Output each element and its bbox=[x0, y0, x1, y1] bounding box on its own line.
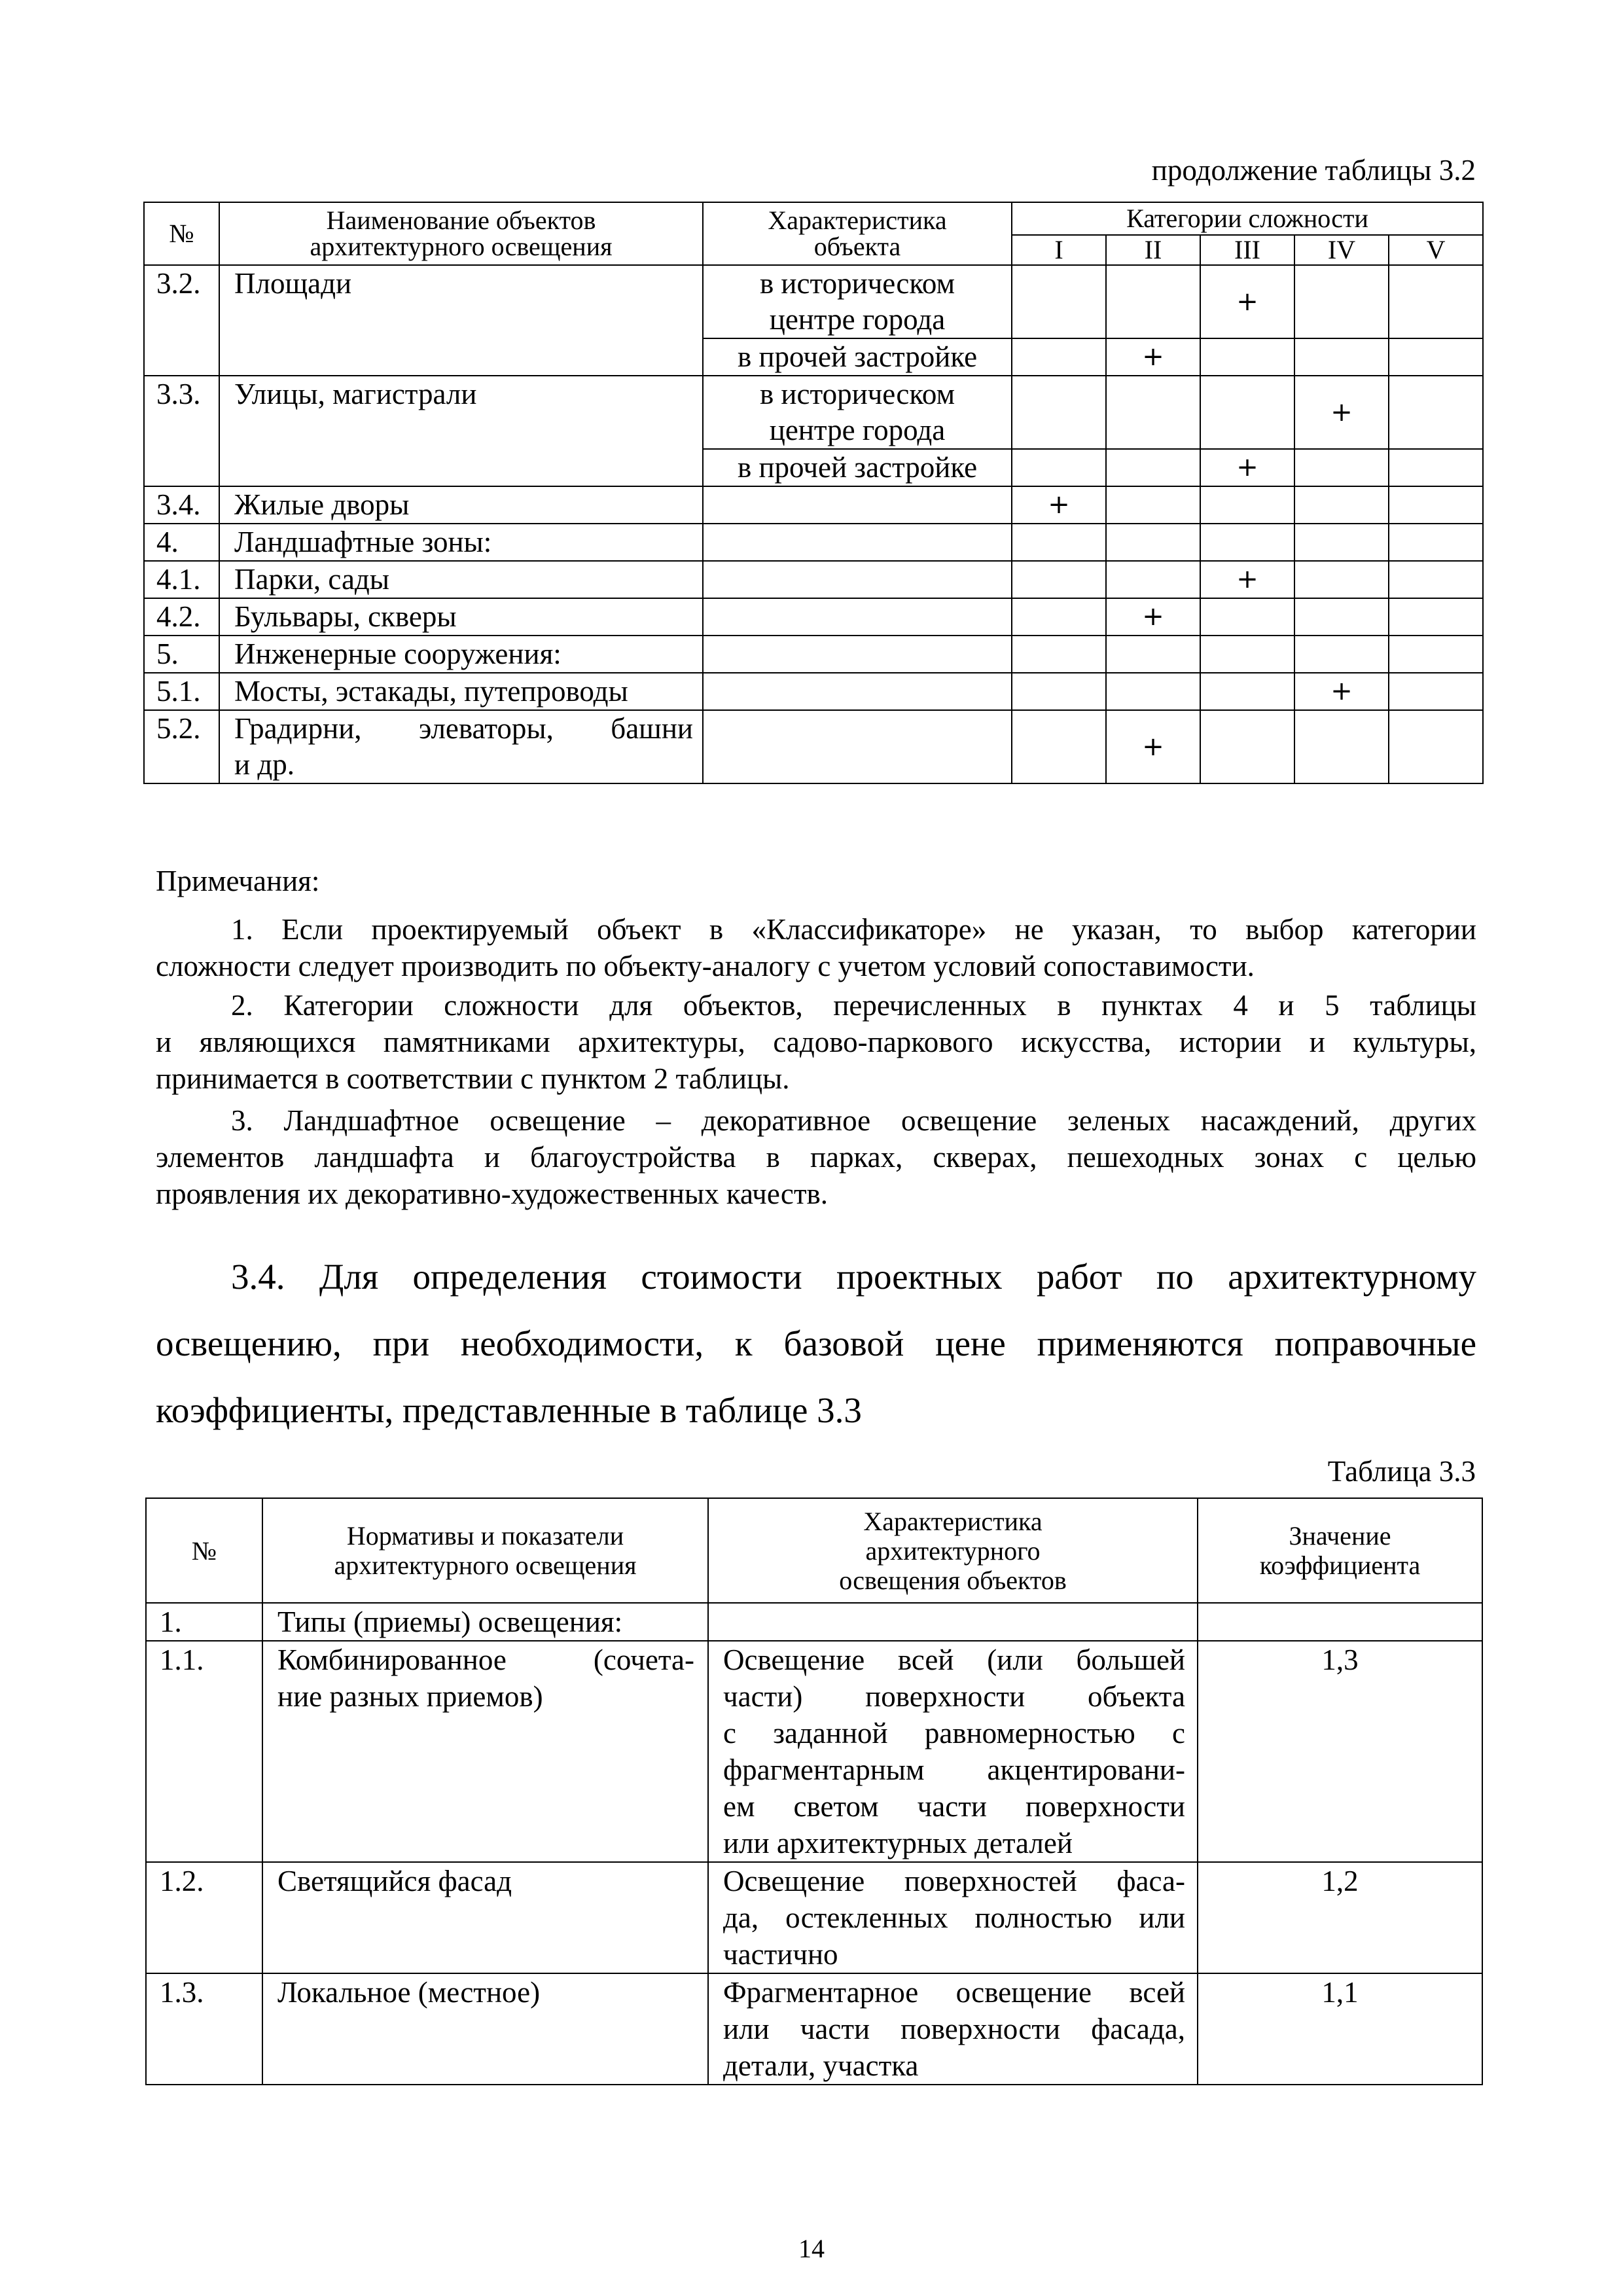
header-cat-4: IV bbox=[1294, 235, 1389, 265]
row-name: Типы (приемы) освещения: bbox=[262, 1603, 708, 1641]
category-mark: + bbox=[1200, 561, 1294, 598]
row-name: Площади bbox=[219, 265, 703, 376]
header-num: № bbox=[146, 1498, 262, 1603]
note-2: 2. Категории сложности для объектов, перечисленных в пунктах 4 и 5 таблицы и являющихся памятниками архитектуры, садово-паркового искусства, истории и культуры, принимается в соответствии с пунктом 2 таблицы. bbox=[156, 989, 1476, 1095]
row-characteristic: Фрагментарное освещение всей или части поверхности фасада, детали, участка bbox=[708, 1973, 1198, 2085]
category-mark: + bbox=[1106, 338, 1200, 376]
table-row bbox=[144, 673, 1483, 710]
note-3: 3. Ландшафтное освещение – декоративное освещение зеленых насаждений, других элементов ландшафта и благоустройства в парках, скверах, пешеходных зонах с целью проявления их декоративно-художественных качеств. bbox=[156, 1104, 1476, 1210]
table-row bbox=[146, 1603, 1482, 1641]
row-name: Светящийся фасад bbox=[262, 1862, 708, 1973]
row-num: 3.3. bbox=[144, 376, 219, 486]
header-categories: Категории сложности bbox=[1012, 202, 1483, 235]
row-num: 4. bbox=[144, 524, 219, 561]
row-num: 3.2. bbox=[144, 265, 219, 376]
coefficient-value: 1,1 bbox=[1198, 1973, 1482, 2085]
header-characteristic: Характеристика архитектурного освещения объектов bbox=[708, 1498, 1198, 1603]
coefficients-table-3-3 bbox=[145, 1498, 1483, 2085]
row-name: Локальное (местное) bbox=[262, 1973, 708, 2085]
header-characteristic: Характеристика объекта bbox=[703, 202, 1012, 265]
row-name: Бульвары, скверы bbox=[219, 598, 703, 636]
table-3-3-caption: Таблица 3.3 bbox=[1327, 1455, 1476, 1488]
row-num: 5.1. bbox=[144, 673, 219, 710]
table-row bbox=[144, 524, 1483, 561]
row-num: 4.2. bbox=[144, 598, 219, 636]
header-value: Значение коэффициента bbox=[1198, 1498, 1482, 1603]
row-characteristic: в прочей застройке bbox=[703, 449, 1012, 486]
coefficient-value: 1,2 bbox=[1198, 1862, 1482, 1973]
table-row bbox=[144, 561, 1483, 598]
category-mark: + bbox=[1200, 265, 1294, 338]
section-3-4-paragraph: 3.4. Для определения стоимости проектных работ по архитектурному освещению, при необходимости, к базовой цене применяются поправочные коэффициенты, представленные в таблице 3.3 bbox=[156, 1257, 1476, 1430]
row-name: Комбинированное (сочета- ние разных приемов) bbox=[262, 1641, 708, 1862]
row-name: Парки, сады bbox=[219, 561, 703, 598]
table-row bbox=[146, 1641, 1482, 1862]
header-num: № bbox=[144, 202, 219, 265]
table-row bbox=[144, 376, 1483, 449]
table-row bbox=[144, 598, 1483, 636]
notes-title: Примечания: bbox=[156, 865, 320, 897]
row-name: Улицы, магистрали bbox=[219, 376, 703, 486]
row-num: 1.2. bbox=[146, 1862, 262, 1973]
classification-table-3-2 bbox=[143, 202, 1484, 784]
row-name: Градирни, элеваторы, башни и др. bbox=[219, 710, 703, 783]
table-continuation-caption: продолжение таблицы 3.2 bbox=[1151, 154, 1476, 187]
category-mark: + bbox=[1294, 376, 1389, 449]
table-row bbox=[144, 486, 1483, 524]
row-name: Ландшафтные зоны: bbox=[219, 524, 703, 561]
row-characteristic: в историческом центре города bbox=[703, 376, 1012, 449]
category-mark: + bbox=[1106, 710, 1200, 783]
row-num: 5. bbox=[144, 636, 219, 673]
row-name: Мосты, эстакады, путепроводы bbox=[219, 673, 703, 710]
row-num: 4.1. bbox=[144, 561, 219, 598]
table-row bbox=[144, 636, 1483, 673]
header-norms: Нормативы и показатели архитектурного освещения bbox=[262, 1498, 708, 1603]
table-row bbox=[144, 265, 1483, 338]
category-mark: + bbox=[1294, 673, 1389, 710]
header-cat-5: V bbox=[1389, 235, 1483, 265]
category-mark: + bbox=[1200, 449, 1294, 486]
row-num: 5.2. bbox=[144, 710, 219, 783]
row-characteristic: Освещение поверхностей фаса- да, остекленных полностью или частично bbox=[708, 1862, 1198, 1973]
header-object-name: Наименование объектов архитектурного освещения bbox=[219, 202, 703, 265]
table-header-row bbox=[144, 202, 1483, 235]
table-row bbox=[144, 710, 1483, 783]
header-cat-2: II bbox=[1106, 235, 1200, 265]
row-num: 3.4. bbox=[144, 486, 219, 524]
row-characteristic: Освещение всей (или большей части) поверхности объекта с заданной равномерностью с фрагментарным акцентировани- ем светом части поверхности или архитектурных деталей bbox=[708, 1641, 1198, 1862]
header-cat-1: I bbox=[1012, 235, 1106, 265]
row-num: 1.3. bbox=[146, 1973, 262, 2085]
row-characteristic: в прочей застройке bbox=[703, 338, 1012, 376]
row-name: Инженерные сооружения: bbox=[219, 636, 703, 673]
coefficient-value: 1,3 bbox=[1198, 1641, 1482, 1862]
table-row bbox=[146, 1862, 1482, 1973]
table-header-row bbox=[146, 1498, 1482, 1603]
row-num: 1. bbox=[146, 1603, 262, 1641]
page-number: 14 bbox=[798, 2234, 825, 2263]
row-name: Жилые дворы bbox=[219, 486, 703, 524]
table-row bbox=[146, 1973, 1482, 2085]
category-mark: + bbox=[1106, 598, 1200, 636]
note-1: 1. Если проектируемый объект в «Классификаторе» не указан, то выбор категории сложности следует производить по объекту-аналогу с учетом условий сопоставимости. bbox=[156, 913, 1476, 982]
header-cat-3: III bbox=[1200, 235, 1294, 265]
category-mark: + bbox=[1012, 486, 1106, 524]
row-characteristic: в историческом центре города bbox=[703, 265, 1012, 338]
row-num: 1.1. bbox=[146, 1641, 262, 1862]
